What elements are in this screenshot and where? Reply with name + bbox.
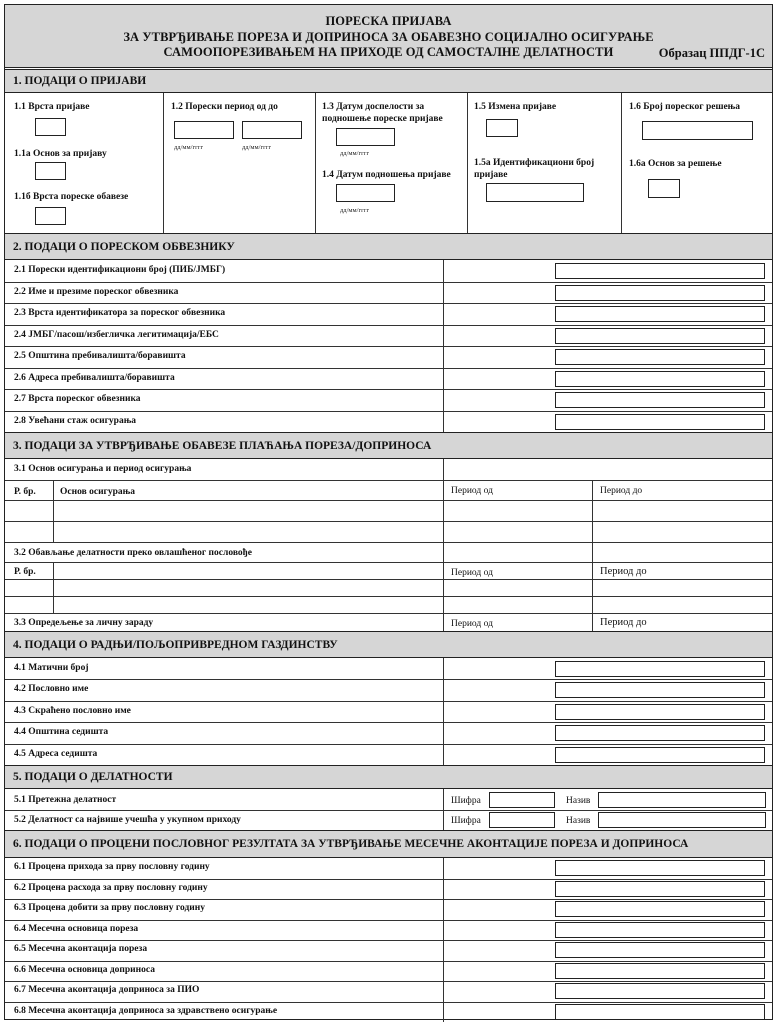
taxpayer-row-input[interactable]: [555, 306, 765, 322]
form-subtitle-1: ЗА УТВРЂИВАЊЕ ПОРЕЗА И ДОПРИНОСА ЗА ОБАВЕЗНО СОЦИЈАЛНО ОСИГУРАЊЕ: [123, 30, 654, 44]
section-4-title: 4. ПОДАЦИ О РАДЊИ/ПОЉОПРИВРЕДНОМ ГАЗДИНСТВУ: [5, 631, 772, 658]
col-period-to: Период до: [600, 486, 643, 496]
taxpayer-row-input[interactable]: [555, 392, 765, 408]
form-subtitle-2: САМООПОРЕЗИВАЊЕМ НА ПРИХОДЕ ОД САМОСТАЛНЕ ДЕЛАТНОСТИ: [163, 45, 614, 59]
col-period-from-2: Период од: [451, 568, 493, 578]
decision-number-input[interactable]: [642, 121, 753, 140]
field-1-1b-label: 1.1б Врста пореске обавезе: [14, 192, 129, 202]
col-period-to-2: Период до: [600, 566, 647, 577]
taxpayer-row-label: 2.1 Порески идентификациони број (ПИБ/ЈМБГ): [14, 265, 226, 275]
id-number-input[interactable]: [486, 183, 584, 202]
business-row-label: 4.1 Матични број: [14, 663, 89, 673]
sifra-label: Шифра: [451, 796, 481, 806]
decision-basis-input[interactable]: [648, 179, 680, 198]
estimate-row-input[interactable]: [555, 1004, 765, 1020]
section-2-title: 2. ПОДАЦИ О ПОРЕСКОМ ОБВЕЗНИКУ: [5, 233, 772, 260]
sifra-input-2[interactable]: [489, 812, 555, 828]
field-1-5a-label: 1.5а Идентификациони број: [474, 158, 595, 168]
field-1-1-input[interactable]: [35, 118, 66, 136]
col-rb-2: Р. бр.: [14, 567, 36, 577]
naziv-label: Назив: [566, 816, 591, 826]
taxpayer-row-label: 2.6 Адреса пребивалишта/боравишта: [14, 372, 175, 383]
field-5-1-label: 5.1 Претежна делатност: [14, 795, 117, 805]
date-hint: дд/мм/гггг: [242, 144, 272, 151]
field-1-4-label: 1.4 Датум подношења пријаве: [322, 170, 451, 180]
taxpayer-row-input[interactable]: [555, 263, 765, 279]
estimate-row-label: 6.8 Месечна аконтација доприноса за здравствено осигурање: [14, 1005, 278, 1016]
estimate-row-label: 6.7 Месечна аконтација доприноса за ПИО: [14, 985, 200, 995]
submission-date-input[interactable]: [336, 184, 395, 202]
business-row-input[interactable]: [555, 747, 765, 763]
form-code: Образац ППДГ-1С: [658, 46, 765, 60]
naziv-label: Назив: [566, 796, 591, 806]
field-1-5-label: 1.5 Измена пријаве: [474, 102, 557, 112]
estimate-row-input[interactable]: [555, 983, 765, 999]
period-from-input[interactable]: [174, 121, 234, 139]
section-5-title: 5. ПОДАЦИ О ДЕЛАТНОСТИ: [5, 765, 772, 789]
amendment-input[interactable]: [486, 119, 518, 137]
col-period-from: Период од: [451, 486, 493, 496]
business-row-label: 4.3 Скраћено пословно име: [14, 705, 131, 716]
business-row-label: 4.2 Пословно име: [14, 684, 89, 695]
section-3-title: 3. ПОДАЦИ ЗА УТВРЂИВАЊЕ ОБАВЕЗЕ ПЛАЋАЊА ПОРЕЗА/ДОПРИНОСА: [5, 432, 772, 459]
taxpayer-row-input[interactable]: [555, 328, 765, 344]
estimate-row-input[interactable]: [555, 922, 765, 938]
taxpayer-row-label: 2.3 Врста идентификатора за пореског обвезника: [14, 308, 226, 318]
field-1-3-label-2: подношење пореске пријаве: [322, 114, 443, 124]
business-row-input[interactable]: [555, 682, 765, 698]
estimate-row-label: 6.5 Месечна аконтација пореза: [14, 944, 148, 954]
estimate-row-input[interactable]: [555, 860, 765, 876]
section-1-title: 1. ПОДАЦИ О ПРИЈАВИ: [5, 69, 772, 93]
taxpayer-row-label: 2.5 Општина пребивалишта/боравишта: [14, 351, 186, 361]
col-osnov: Основ осигурања: [60, 487, 135, 497]
field-1-1a-input[interactable]: [35, 162, 66, 180]
business-row-input[interactable]: [555, 725, 765, 741]
field-3-1-label: 3.1 Основ осигурања и период осигурања: [14, 464, 192, 474]
date-hint: дд/мм/гггг: [340, 207, 370, 214]
naziv-input-1[interactable]: [598, 792, 766, 808]
field-1-6-label: 1.6 Број пореског решења: [629, 102, 741, 112]
taxpayer-row-label: 2.8 Увећани стаж осигурања: [14, 415, 137, 426]
business-row-input[interactable]: [555, 661, 765, 677]
field-1-6a-label: 1.6а Основ за решење: [629, 159, 722, 169]
section-6-title: 6. ПОДАЦИ О ПРОЦЕНИ ПОСЛОВНОГ РЕЗУЛТАТА ЗА УТВРЂИВАЊЕ МЕСЕЧНЕ АКОНТАЦИЈЕ ПОРЕЗА И ДОПРИНОСА: [5, 830, 772, 858]
field-1-5a-label-2: пријаве: [474, 170, 508, 180]
business-row-label: 4.5 Адреса седишта: [14, 748, 98, 759]
estimate-row-label: 6.1 Процена прихода за прву пословну годину: [14, 862, 210, 872]
col-period-to-3: Период до: [600, 617, 647, 628]
taxpayer-row-input[interactable]: [555, 349, 765, 365]
taxpayer-row-input[interactable]: [555, 371, 765, 387]
taxpayer-row-label: 2.7 Врста пореског обвезника: [14, 394, 141, 404]
field-1-3-label: 1.3 Датум доспелости за: [322, 102, 425, 112]
field-5-2-label: 5.2 Делатност са највише учешћа у укупном приходу: [14, 815, 241, 825]
field-1-2-label: 1.2 Порески период од до: [171, 102, 278, 112]
estimate-row-input[interactable]: [555, 963, 765, 979]
estimate-row-label: 6.2 Процена расхода за прву пословну годину: [14, 882, 208, 893]
taxpayer-row-input[interactable]: [555, 414, 765, 430]
taxpayer-row-label: 2.4 ЈМБГ/пасош/избегличка легитимација/ЕБС: [14, 329, 219, 340]
business-row-input[interactable]: [555, 704, 765, 720]
field-3-2-label: 3.2 Обављање делатности преко овлашћеног пословође: [14, 548, 252, 558]
estimate-row-input[interactable]: [555, 881, 765, 897]
sifra-input-1[interactable]: [489, 792, 555, 808]
business-row-label: 4.4 Општина седишта: [14, 727, 109, 738]
estimate-row-label: 6.3 Процена добити за прву пословну годину: [14, 903, 205, 913]
field-1-1b-input[interactable]: [35, 207, 66, 225]
period-to-input[interactable]: [242, 121, 302, 139]
due-date-input[interactable]: [336, 128, 395, 146]
col-rb: Р. бр.: [14, 487, 36, 497]
field-1-1-label: 1.1 Врста пријаве: [14, 102, 90, 112]
taxpayer-row-label: 2.2 Име и презиме пореског обвезника: [14, 286, 179, 297]
estimate-row-label: 6.6 Месечна основица доприноса: [14, 964, 155, 975]
naziv-input-2[interactable]: [598, 812, 766, 828]
col-period-from-3: Период од: [451, 619, 493, 629]
date-hint: дд/мм/гггг: [340, 150, 370, 157]
date-hint: дд/мм/гггг: [174, 144, 204, 151]
field-1-1a-label: 1.1а Основ за пријаву: [14, 149, 107, 159]
estimate-row-input[interactable]: [555, 901, 765, 917]
taxpayer-row-input[interactable]: [555, 285, 765, 301]
field-3-3-label: 3.3 Опредељење за личну зараду: [14, 618, 154, 628]
estimate-row-input[interactable]: [555, 942, 765, 958]
sifra-label: Шифра: [451, 816, 481, 826]
estimate-row-label: 6.4 Месечна основица пореза: [14, 923, 139, 934]
form-title: ПОРЕСКА ПРИЈАВА: [325, 14, 452, 28]
